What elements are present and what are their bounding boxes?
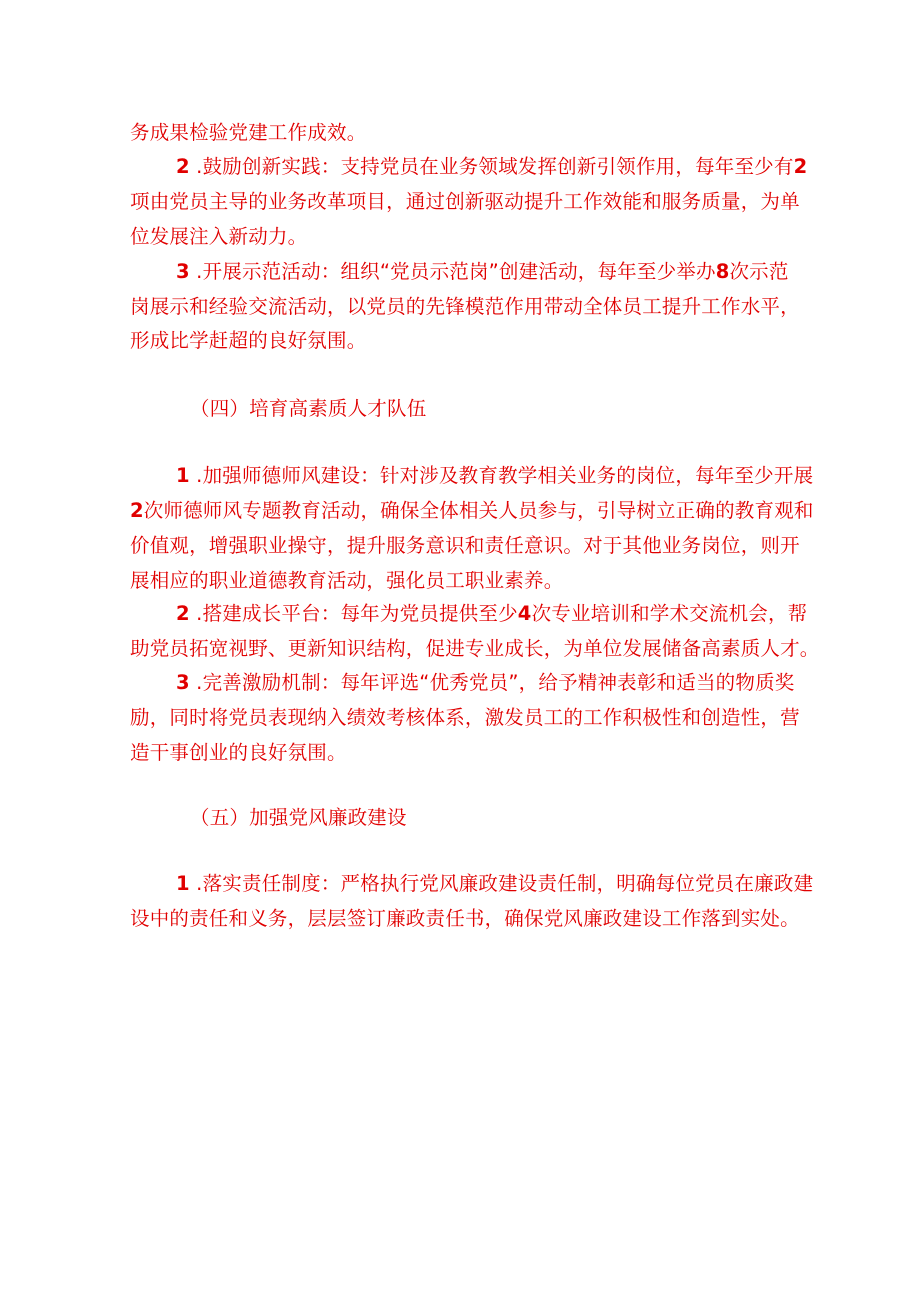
line-text: 岗展示和经验交流活动，以党员的先锋模范作用带动全体员工提升工作水平， bbox=[130, 295, 800, 318]
paragraph-line bbox=[130, 220, 307, 254]
item-number: 2 bbox=[176, 602, 190, 625]
paragraph-line bbox=[130, 185, 800, 219]
bold-number: 2 bbox=[793, 155, 808, 178]
paragraph-line bbox=[130, 529, 800, 563]
paragraph-line bbox=[130, 564, 563, 598]
line-text: 造干事创业的良好氛围。 bbox=[130, 741, 347, 764]
paragraph-line bbox=[130, 902, 800, 936]
line-text: 位发展注入新动力。 bbox=[130, 225, 308, 248]
section-heading bbox=[190, 801, 407, 835]
line-text: 次师德师风专题教育活动，确保全体相关人员参与，引导树立正确的教育观和 bbox=[143, 499, 814, 522]
paragraph-line bbox=[130, 736, 347, 770]
line-text-after: 次示范 bbox=[729, 260, 789, 283]
paragraph-line bbox=[130, 116, 366, 150]
line-text: .落实责任制度：严格执行党风廉政建设责任制，明确每位党员在廉政建 bbox=[189, 872, 814, 895]
item-number: 2 bbox=[176, 155, 190, 178]
line-text: 形成比学赶超的良好氛围。 bbox=[130, 329, 367, 352]
section-heading bbox=[190, 392, 426, 426]
paragraph-line bbox=[130, 324, 366, 358]
item-number: 1 bbox=[176, 464, 190, 487]
line-text: 项由党员主导的业务改革项目，通过创新驱动提升工作效能和服务质量，为单 bbox=[130, 190, 800, 213]
line-text: 设中的责任和义务，层层签订廉政责任书，确保党风廉政建设工作落到实处。 bbox=[130, 907, 800, 930]
item-number: 3 bbox=[176, 260, 190, 283]
line-text-after: 次专业培训和学术交流机会，帮 bbox=[531, 602, 808, 625]
line-text: 励，同时将党员表现纳入绩效考核体系，激发员工的工作积极性和创造性，营 bbox=[130, 706, 800, 729]
line-text: .鼓励创新实践：支持党员在业务领域发挥创新引领作用，每年至少有 bbox=[189, 155, 794, 178]
item-number: 1 bbox=[176, 872, 190, 895]
bold-number: 8 bbox=[715, 260, 730, 283]
line-text: .加强师德师风建设：针对涉及教育教学相关业务的岗位，每年至少开展 bbox=[189, 464, 814, 487]
line-text: 助党员拓宽视野、更新知识结构，促进专业成长，为单位发展储备高素质人才。 bbox=[130, 637, 820, 660]
paragraph-line bbox=[130, 701, 800, 735]
bold-number: 2 bbox=[130, 499, 144, 522]
list-item-line bbox=[176, 666, 794, 700]
list-item-line bbox=[176, 597, 807, 631]
bold-number: 4 bbox=[517, 602, 532, 625]
paragraph-line bbox=[130, 290, 800, 324]
line-text: 展相应的职业道德教育活动，强化员工职业素养。 bbox=[130, 569, 564, 592]
paragraph-line bbox=[130, 632, 820, 666]
paragraph-line bbox=[130, 494, 814, 528]
line-text: .开展示范活动：组织“党员示范岗”创建活动，每年至少举办 bbox=[189, 260, 716, 283]
heading-text: （五）加强党风廉政建设 bbox=[190, 806, 407, 829]
list-item-line bbox=[176, 867, 813, 901]
heading-text: （四）培育高素质人才队伍 bbox=[190, 397, 427, 420]
line-text: .搭建成长平台：每年为党员提供至少 bbox=[189, 602, 518, 625]
line-text: 价值观，增强职业操守，提升服务意识和责任意识。对于其他业务岗位，则开 bbox=[130, 534, 800, 557]
list-item-line bbox=[176, 459, 813, 493]
line-text: 务成果检验党建工作成效。 bbox=[130, 121, 367, 144]
item-number: 3 bbox=[176, 671, 190, 694]
line-text: .完善激励机制：每年评选“优秀党员”，给予精神表彰和适当的物质奖 bbox=[189, 671, 795, 694]
list-item-line bbox=[176, 255, 789, 289]
list-item-line bbox=[176, 150, 807, 184]
